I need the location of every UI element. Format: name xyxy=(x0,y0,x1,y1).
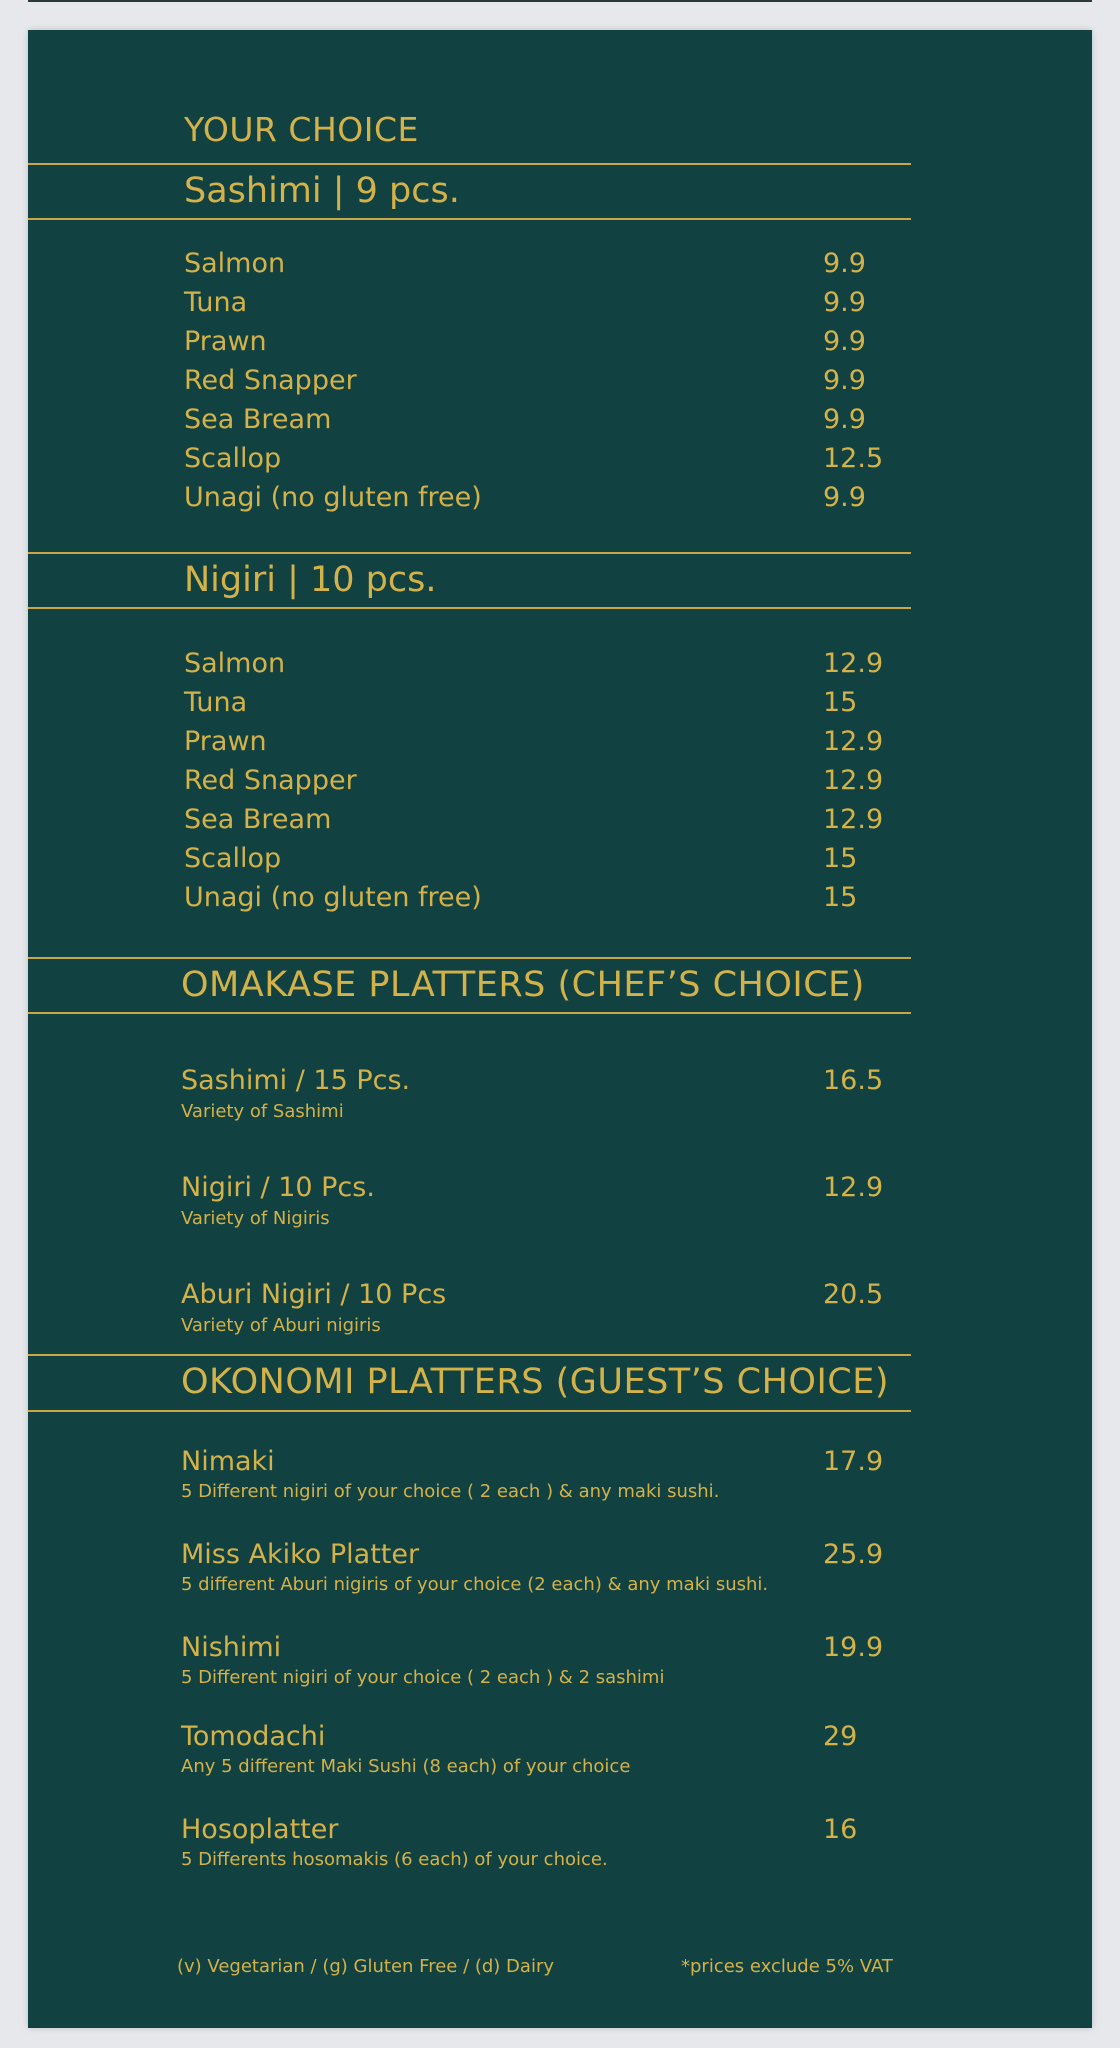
omakase-item-price: 20.5 xyxy=(823,1279,884,1310)
nigiri-item-price: 12.9 xyxy=(823,804,884,835)
omakase-item-name: Nigiri / 10 Pcs. xyxy=(181,1172,375,1203)
nigiri-item-price: 15 xyxy=(823,687,858,718)
okonomi-item-price: 16 xyxy=(823,1814,858,1845)
omakase-item-name: Aburi Nigiri / 10 Pcs xyxy=(181,1279,447,1310)
nigiri-item-name: Prawn xyxy=(184,726,267,757)
okonomi-item-name: Tomodachi xyxy=(181,1721,326,1752)
nigiri-item-name: Red Snapper xyxy=(184,765,357,796)
nigiri-item-name: Unagi (no gluten free) xyxy=(184,882,482,913)
omakase-item-desc: Variety of Sashimi xyxy=(181,1101,344,1122)
okonomi-item-price: 19.9 xyxy=(823,1632,884,1663)
section-heading-sashimi: Sashimi | 9 pcs. xyxy=(184,171,460,211)
section-heading-nigiri: Nigiri | 10 pcs. xyxy=(184,560,437,600)
divider xyxy=(28,1012,911,1014)
okonomi-item-desc: 5 different Aburi nigiris of your choice (2 each) & any maki sushi. xyxy=(181,1574,769,1595)
sashimi-item-price: 9.9 xyxy=(823,326,866,357)
menu-card xyxy=(28,30,1092,2028)
nigiri-item-price: 15 xyxy=(823,843,858,874)
okonomi-item-name: Miss Akiko Platter xyxy=(181,1539,420,1570)
okonomi-item-name: Hosoplatter xyxy=(181,1814,339,1845)
okonomi-item-desc: Any 5 different Maki Sushi (8 each) of your choice xyxy=(181,1756,631,1777)
sashimi-item-name: Tuna xyxy=(184,287,248,318)
nigiri-item-name: Tuna xyxy=(184,687,248,718)
omakase-item-price: 12.9 xyxy=(823,1172,884,1203)
nigiri-item-name: Salmon xyxy=(184,648,286,679)
okonomi-item-desc: 5 Differents hosomakis (6 each) of your choice. xyxy=(181,1849,608,1870)
okonomi-item-name: Nimaki xyxy=(181,1446,275,1477)
divider xyxy=(28,1410,911,1412)
sashimi-item-name: Sea Bream xyxy=(184,404,332,435)
sashimi-item-price: 9.9 xyxy=(823,248,866,279)
omakase-item-desc: Variety of Nigiris xyxy=(181,1208,330,1229)
dietary-legend: (v) Vegetarian / (g) Gluten Free / (d) Dairy xyxy=(177,1956,554,1977)
divider xyxy=(28,957,911,959)
divider xyxy=(28,552,911,554)
omakase-item-desc: Variety of Aburi nigiris xyxy=(181,1315,381,1336)
okonomi-item-price: 29 xyxy=(823,1721,858,1752)
menu-title: YOUR CHOICE xyxy=(184,110,419,149)
sashimi-item-price: 9.9 xyxy=(823,287,866,318)
top-border-line xyxy=(28,0,1092,2)
okonomi-item-desc: 5 Different nigiri of your choice ( 2 each ) & 2 sashimi xyxy=(181,1667,665,1688)
section-heading-omakase: OMAKASE PLATTERS (CHEF’S CHOICE) xyxy=(181,965,865,1005)
nigiri-item-price: 12.9 xyxy=(823,765,884,796)
nigiri-item-price: 12.9 xyxy=(823,648,884,679)
nigiri-item-price: 15 xyxy=(823,882,858,913)
sashimi-item-name: Salmon xyxy=(184,248,286,279)
okonomi-item-price: 25.9 xyxy=(823,1539,884,1570)
divider xyxy=(28,1354,911,1356)
nigiri-item-price: 12.9 xyxy=(823,726,884,757)
nigiri-item-name: Scallop xyxy=(184,843,282,874)
okonomi-item-price: 17.9 xyxy=(823,1446,884,1477)
okonomi-item-name: Nishimi xyxy=(181,1632,282,1663)
sashimi-item-name: Red Snapper xyxy=(184,365,357,396)
okonomi-item-desc: 5 Different nigiri of your choice ( 2 each ) & any maki sushi. xyxy=(181,1481,720,1502)
divider xyxy=(28,163,911,165)
sashimi-item-name: Prawn xyxy=(184,326,267,357)
sashimi-item-name: Unagi (no gluten free) xyxy=(184,482,482,513)
sashimi-item-price: 9.9 xyxy=(823,404,866,435)
nigiri-item-name: Sea Bream xyxy=(184,804,332,835)
omakase-item-price: 16.5 xyxy=(823,1065,884,1096)
divider xyxy=(28,607,911,609)
sashimi-item-price: 12.5 xyxy=(823,443,884,474)
omakase-item-name: Sashimi / 15 Pcs. xyxy=(181,1065,411,1096)
sashimi-item-price: 9.9 xyxy=(823,482,866,513)
sashimi-item-price: 9.9 xyxy=(823,365,866,396)
vat-note: *prices exclude 5% VAT xyxy=(681,1956,893,1977)
divider xyxy=(28,218,911,220)
section-heading-okonomi: OKONOMI PLATTERS (GUEST’S CHOICE) xyxy=(181,1362,889,1402)
sashimi-item-name: Scallop xyxy=(184,443,282,474)
